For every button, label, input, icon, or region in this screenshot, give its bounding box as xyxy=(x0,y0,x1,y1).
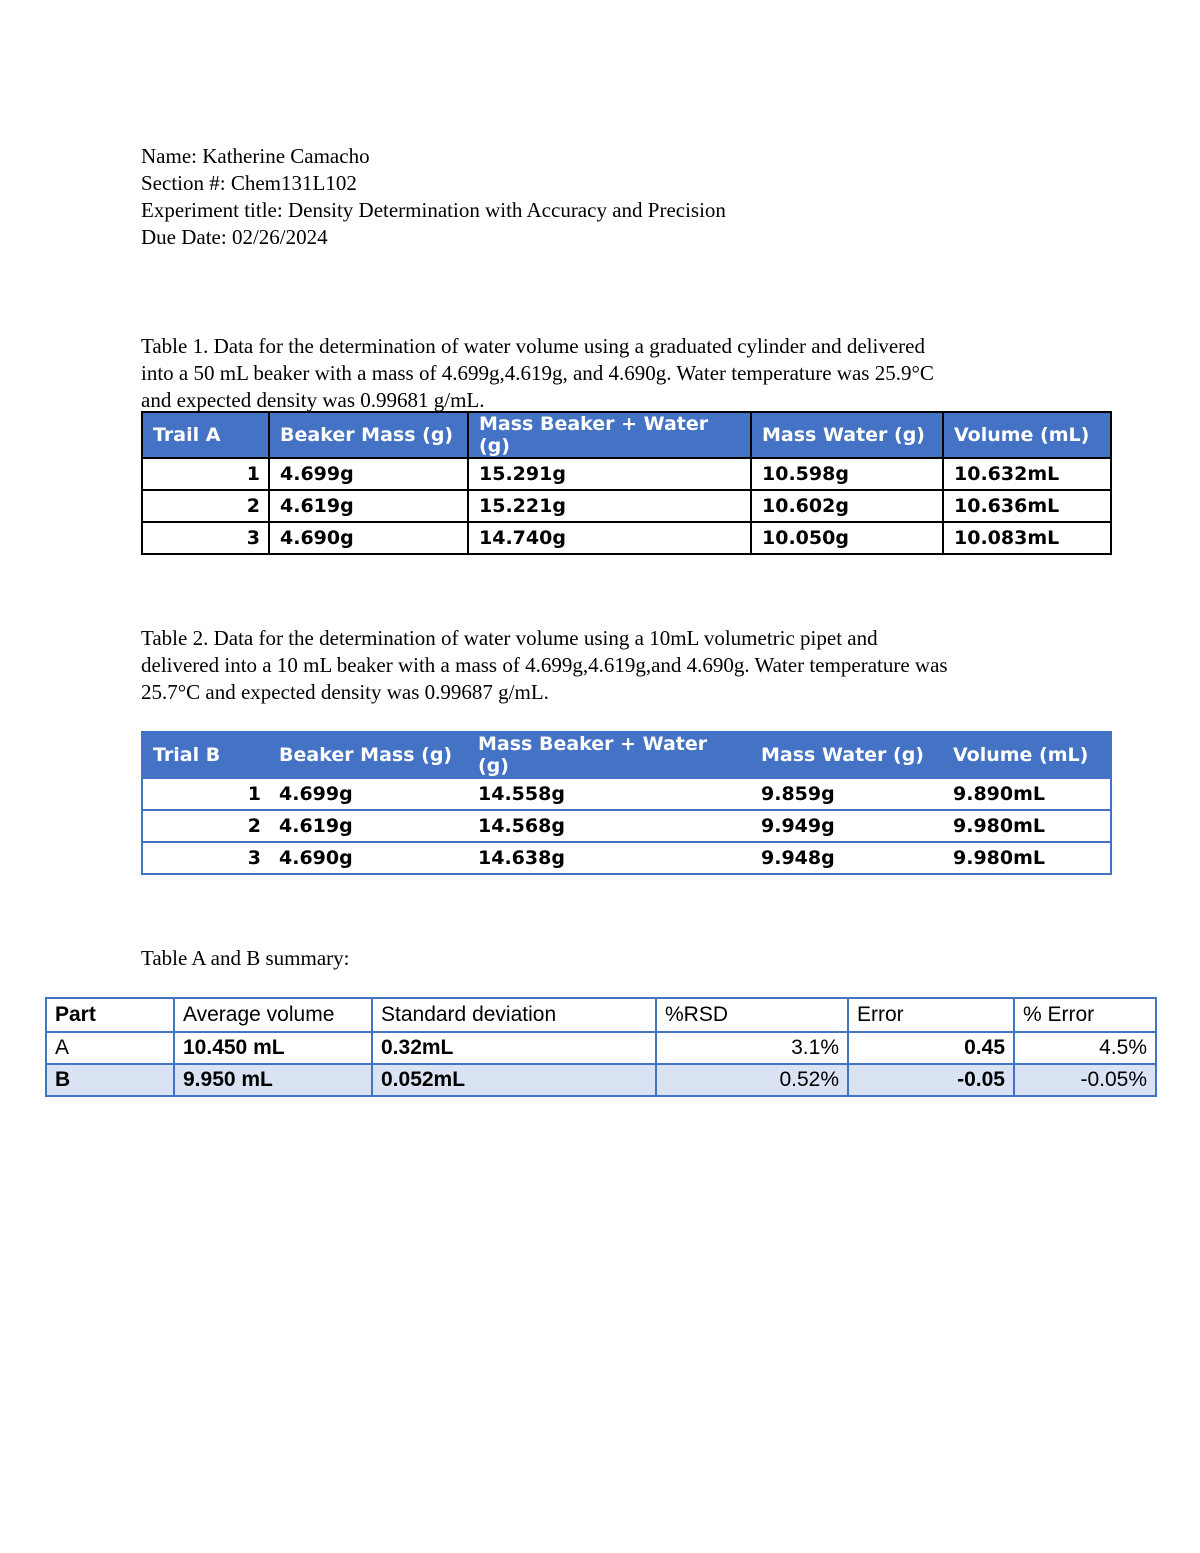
table2-header-cell: Mass Beaker + Water (g) xyxy=(468,732,751,778)
table-cell: B xyxy=(46,1064,174,1096)
summary-header-cell: Standard deviation xyxy=(372,998,656,1032)
table1-caption-line: into a 50 mL beaker with a mass of 4.699g,4.619g, and 4.690g. Water temperature was 25.9°C xyxy=(141,361,934,385)
table-cell: 0.32mL xyxy=(372,1032,656,1064)
table-cell: -0.05 xyxy=(848,1064,1014,1096)
table-cell: 4.699g xyxy=(269,458,468,490)
table-cell: 0.52% xyxy=(656,1064,848,1096)
table2-caption xyxy=(141,625,1101,706)
table-cell: 10.450 mL xyxy=(174,1032,372,1064)
table-cell: 9.949g xyxy=(751,810,943,842)
table-cell: 10.636mL xyxy=(943,490,1111,522)
table-cell: -0.05% xyxy=(1014,1064,1156,1096)
table-cell: 2 xyxy=(142,810,269,842)
table-row xyxy=(142,522,1111,554)
table1-caption xyxy=(141,333,1101,414)
table-cell: 4.690g xyxy=(269,522,468,554)
table-cell: 0.052mL xyxy=(372,1064,656,1096)
table-cell: 4.690g xyxy=(269,842,468,874)
student-name: Name: Katherine Camacho xyxy=(141,144,370,168)
summary-header-cell: Average volume xyxy=(174,998,372,1032)
table-cell: 10.083mL xyxy=(943,522,1111,554)
table-cell: 3 xyxy=(142,522,269,554)
table1-header-cell: Beaker Mass (g) xyxy=(269,412,468,458)
table-cell: 4.619g xyxy=(269,490,468,522)
table1-trial-a xyxy=(141,411,1112,555)
table1-caption-line: Table 1. Data for the determination of water volume using a graduated cylinder and delivered xyxy=(141,334,925,358)
table-cell: 9.859g xyxy=(751,778,943,810)
table2-header-cell: Beaker Mass (g) xyxy=(269,732,468,778)
table-cell: 15.221g xyxy=(468,490,751,522)
table-cell: 9.950 mL xyxy=(174,1064,372,1096)
table-cell: A xyxy=(46,1032,174,1064)
table2-header-cell: Volume (mL) xyxy=(943,732,1111,778)
table-row xyxy=(142,810,1111,842)
table-row xyxy=(142,458,1111,490)
table-cell: 14.568g xyxy=(468,810,751,842)
summary-header-cell: %RSD xyxy=(656,998,848,1032)
due-date: Due Date: 02/26/2024 xyxy=(141,225,328,249)
table-cell: 9.980mL xyxy=(943,810,1111,842)
table-cell: 15.291g xyxy=(468,458,751,490)
table-cell: 0.45 xyxy=(848,1032,1014,1064)
table-cell: 10.632mL xyxy=(943,458,1111,490)
table2-header-cell: Trial B xyxy=(142,732,269,778)
section-number: Section #: Chem131L102 xyxy=(141,171,357,195)
experiment-title: Experiment title: Density Determination with Accuracy and Precision xyxy=(141,198,726,222)
table2-header-row xyxy=(142,732,1111,778)
table1-header-cell: Mass Beaker + Water (g) xyxy=(468,412,751,458)
table1-caption-line: and expected density was 0.99681 g/mL. xyxy=(141,388,485,412)
table-cell: 3.1% xyxy=(656,1032,848,1064)
table-cell: 9.890mL xyxy=(943,778,1111,810)
table-cell: 10.050g xyxy=(751,522,943,554)
table-cell: 10.602g xyxy=(751,490,943,522)
table-cell: 3 xyxy=(142,842,269,874)
summary-caption: Table A and B summary: xyxy=(141,946,350,970)
summary-header-row xyxy=(46,998,1156,1032)
summary-table xyxy=(45,997,1157,1097)
table2-trial-b xyxy=(141,731,1112,875)
table-cell: 4.699g xyxy=(269,778,468,810)
table-cell: 4.5% xyxy=(1014,1032,1156,1064)
table-cell: 1 xyxy=(142,778,269,810)
table-cell: 10.598g xyxy=(751,458,943,490)
summary-header-cell: % Error xyxy=(1014,998,1156,1032)
document-header xyxy=(141,143,726,251)
table-row xyxy=(142,842,1111,874)
table-cell: 4.619g xyxy=(269,810,468,842)
summary-header-cell: Part xyxy=(46,998,174,1032)
table-cell: 1 xyxy=(142,458,269,490)
table1-header-cell: Mass Water (g) xyxy=(751,412,943,458)
table-cell: 2 xyxy=(142,490,269,522)
table-cell: 14.558g xyxy=(468,778,751,810)
table-cell: 9.980mL xyxy=(943,842,1111,874)
table-row xyxy=(142,778,1111,810)
table-cell: 9.948g xyxy=(751,842,943,874)
table2-caption-line: Table 2. Data for the determination of water volume using a 10mL volumetric pipet and xyxy=(141,626,878,650)
table1-header-cell: Volume (mL) xyxy=(943,412,1111,458)
table2-caption-line: 25.7°C and expected density was 0.99687 g/mL. xyxy=(141,680,549,704)
table1-header-row xyxy=(142,412,1111,458)
table-cell: 14.638g xyxy=(468,842,751,874)
table2-caption-line: delivered into a 10 mL beaker with a mass of 4.699g,4.619g,and 4.690g. Water temperature was xyxy=(141,653,948,677)
table-row xyxy=(142,490,1111,522)
table-cell: 14.740g xyxy=(468,522,751,554)
table-row xyxy=(46,1064,1156,1096)
table-row xyxy=(46,1032,1156,1064)
summary-header-cell: Error xyxy=(848,998,1014,1032)
table1-header-cell: Trail A xyxy=(142,412,269,458)
table2-header-cell: Mass Water (g) xyxy=(751,732,943,778)
